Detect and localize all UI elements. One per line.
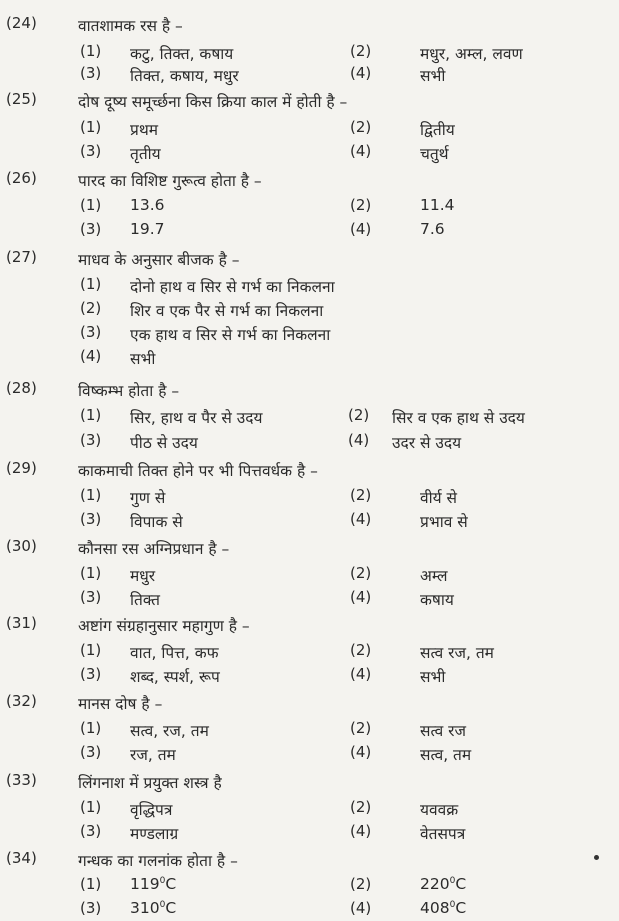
option-number: (4) [350, 510, 372, 528]
option-text [420, 118, 455, 140]
option-value: तृतीय [130, 145, 161, 163]
option-number: (4) [350, 588, 372, 606]
option-text [420, 822, 465, 844]
unit-label: C [165, 899, 177, 917]
option-text [420, 719, 466, 741]
option-number: (3) [80, 899, 102, 917]
question-text: मानस दोष है – [78, 695, 163, 713]
option-row [0, 510, 619, 532]
option-text [420, 64, 445, 86]
option-row [0, 118, 619, 140]
option-number: (3) [80, 323, 102, 341]
option-text [130, 665, 220, 687]
option-number: (4) [350, 142, 372, 160]
option-text [130, 220, 165, 238]
option-value: वृद्धिपत्र [130, 801, 173, 819]
option-text [130, 323, 330, 345]
option-number: (2) [350, 42, 372, 60]
option-text [130, 142, 161, 164]
option-value: वात, पित्त, कफ [130, 644, 219, 662]
option-value: शिर व एक पैर से गर्भ का निकलना [130, 302, 324, 320]
option-row [0, 299, 619, 321]
option-value: द्वितीय [420, 121, 455, 139]
question-number: (27) [6, 248, 37, 266]
question-number: (26) [6, 169, 37, 187]
option-number: (4) [80, 347, 102, 365]
unit-label: C [455, 875, 467, 893]
option-text [130, 275, 335, 297]
question-text: पारद का विशिष्ट गुरूत्व होता है – [78, 172, 262, 190]
option-value: वेतसपत्र [420, 825, 466, 843]
option-number: (4) [350, 64, 372, 82]
option-number: (3) [80, 142, 102, 160]
option-number: (1) [80, 196, 102, 214]
ink-dot [594, 855, 599, 860]
option-value: 310 [130, 899, 160, 917]
option-number: (4) [350, 743, 372, 761]
option-value: 19.7 [130, 220, 165, 238]
option-text [420, 665, 445, 687]
option-number: (2) [348, 406, 370, 424]
option-row [0, 875, 619, 897]
option-number: (2) [350, 564, 372, 582]
option-row [0, 323, 619, 345]
option-row [0, 406, 619, 428]
option-value: कटु, तिक्त, कषाय [130, 45, 234, 63]
option-value: शब्द, स्पर्श, रूप [130, 668, 220, 686]
option-text [130, 798, 172, 820]
question-number: (31) [6, 614, 37, 632]
option-value: प्रथम [130, 121, 158, 139]
option-number: (1) [80, 42, 102, 60]
question-text: लिंगनाश में प्रयुक्त शस्त्र है [78, 774, 222, 792]
option-value: मण्डलाग्र [130, 825, 179, 843]
option-text [420, 564, 447, 586]
option-text [130, 431, 198, 453]
option-value: मधुर [130, 567, 156, 585]
option-value: सभी [420, 67, 446, 85]
unit-label: C [455, 899, 467, 917]
option-number: (4) [350, 665, 372, 683]
option-value: सिर व एक हाथ से उदय [392, 409, 525, 427]
option-text [130, 406, 263, 428]
option-number: (2) [350, 798, 372, 816]
option-text [130, 118, 158, 140]
option-value: दोनो हाथ व सिर से गर्भ का निकलना [130, 278, 335, 296]
option-value: तिक्त, कषाय, मधुर [130, 67, 239, 85]
question-number: (29) [6, 459, 37, 477]
question-text: विष्कम्भ होता है – [78, 382, 180, 400]
option-text [420, 220, 445, 238]
option-text [130, 42, 233, 64]
option-value: चतुर्थ [420, 145, 449, 163]
option-number: (1) [80, 564, 102, 582]
option-value: मधुर, अम्ल, लवण [420, 45, 523, 63]
option-row [0, 798, 619, 820]
option-text [130, 899, 176, 917]
option-row [0, 743, 619, 765]
option-text [420, 196, 455, 214]
option-number: (2) [80, 299, 102, 317]
option-text [130, 196, 165, 214]
option-value: 220 [420, 875, 450, 893]
option-text [420, 641, 494, 663]
option-number: (1) [80, 275, 102, 293]
question-number: (28) [6, 379, 37, 397]
option-row [0, 347, 619, 369]
option-row [0, 665, 619, 687]
question-number: (30) [6, 537, 37, 555]
option-value: एक हाथ व सिर से गर्भ का निकलना [130, 326, 331, 344]
option-text [420, 42, 523, 64]
option-number: (3) [80, 822, 102, 840]
option-value: तिक्त [130, 591, 160, 609]
option-row [0, 822, 619, 844]
option-text [130, 299, 323, 321]
option-value: अम्ल [420, 567, 448, 585]
option-value: सत्व, रज, तम [130, 722, 209, 740]
question-text: कौनसा रस अग्निप्रधान है – [78, 540, 230, 558]
option-text [420, 798, 458, 820]
option-text [130, 64, 239, 86]
option-text [420, 486, 457, 508]
option-number: (3) [80, 431, 102, 449]
option-value: सत्व, तम [420, 746, 472, 764]
option-row [0, 564, 619, 586]
option-value: गुण से [130, 489, 166, 507]
option-text [130, 510, 183, 532]
question-text: गन्धक का गलनांक होता है – [78, 852, 238, 870]
option-row [0, 196, 619, 218]
option-value: 408 [420, 899, 450, 917]
option-row [0, 588, 619, 610]
option-number: (3) [80, 665, 102, 683]
option-number: (4) [350, 822, 372, 840]
option-value: 7.6 [420, 220, 445, 238]
option-value: उदर से उदय [392, 434, 462, 452]
option-value: 119 [130, 875, 160, 893]
option-number: (2) [350, 875, 372, 893]
option-number: (4) [348, 431, 370, 449]
option-text [420, 142, 449, 164]
option-number: (4) [350, 220, 372, 238]
option-row [0, 142, 619, 164]
option-row [0, 641, 619, 663]
option-value: सिर, हाथ व पैर से उदय [130, 409, 263, 427]
option-number: (1) [80, 875, 102, 893]
option-text [420, 875, 466, 893]
option-text [392, 431, 461, 453]
option-text [420, 899, 466, 917]
option-text [130, 743, 176, 765]
degree-superscript: 0 [159, 899, 166, 910]
option-row [0, 431, 619, 453]
option-value: यववक्र [420, 801, 459, 819]
option-row [0, 486, 619, 508]
unit-label: C [165, 875, 177, 893]
option-number: (2) [350, 641, 372, 659]
option-row [0, 220, 619, 242]
option-text [420, 588, 454, 610]
option-number: (2) [350, 719, 372, 737]
option-number: (1) [80, 641, 102, 659]
option-row [0, 719, 619, 741]
option-text [130, 822, 178, 844]
option-number: (3) [80, 510, 102, 528]
option-value: 11.4 [420, 196, 455, 214]
option-text [130, 486, 165, 508]
option-number: (2) [350, 196, 372, 214]
option-value: सभी [420, 668, 446, 686]
option-value: कषाय [420, 591, 454, 609]
degree-superscript: 0 [159, 875, 166, 886]
degree-superscript: 0 [449, 875, 456, 886]
option-value: प्रभाव से [420, 513, 468, 531]
option-value: पीठ से उदय [130, 434, 198, 452]
option-number: (3) [80, 588, 102, 606]
option-row [0, 275, 619, 297]
question-number: (33) [6, 771, 37, 789]
option-number: (1) [80, 118, 102, 136]
option-text [130, 588, 160, 610]
question-text: काकमाची तिक्त होने पर भी पित्तवर्धक है – [78, 462, 318, 480]
option-number: (1) [80, 798, 102, 816]
question-number: (25) [6, 90, 37, 108]
option-text [130, 347, 155, 369]
option-value: सभी [130, 350, 156, 368]
option-number: (2) [350, 486, 372, 504]
question-text: माधव के अनुसार बीजक है – [78, 251, 240, 269]
option-text [130, 875, 176, 893]
option-text [392, 406, 525, 428]
option-number: (3) [80, 64, 102, 82]
question-text: वातशामक रस है – [78, 17, 183, 35]
option-text [130, 641, 219, 663]
option-text [130, 719, 209, 741]
option-number: (3) [80, 220, 102, 238]
option-row [0, 64, 619, 86]
question-number: (24) [6, 14, 37, 32]
option-value: रज, तम [130, 746, 176, 764]
degree-superscript: 0 [449, 899, 456, 910]
option-row [0, 899, 619, 921]
option-number: (3) [80, 743, 102, 761]
option-value: 13.6 [130, 196, 165, 214]
option-number: (4) [350, 899, 372, 917]
question-text: दोष दूष्य समूर्च्छना किस क्रिया काल में होती है – [78, 93, 348, 111]
question-text: अष्टांग संग्रहानुसार महागुण है – [78, 617, 250, 635]
option-value: विपाक से [130, 513, 183, 531]
option-text [420, 510, 468, 532]
question-number: (34) [6, 849, 37, 867]
option-value: सत्व रज [420, 722, 466, 740]
option-number: (1) [80, 719, 102, 737]
question-number: (32) [6, 692, 37, 710]
option-number: (1) [80, 406, 102, 424]
option-number: (1) [80, 486, 102, 504]
option-value: सत्व रज, तम [420, 644, 494, 662]
option-row [0, 42, 619, 64]
option-text [420, 743, 471, 765]
option-number: (2) [350, 118, 372, 136]
option-text [130, 564, 155, 586]
option-value: वीर्य से [420, 489, 458, 507]
